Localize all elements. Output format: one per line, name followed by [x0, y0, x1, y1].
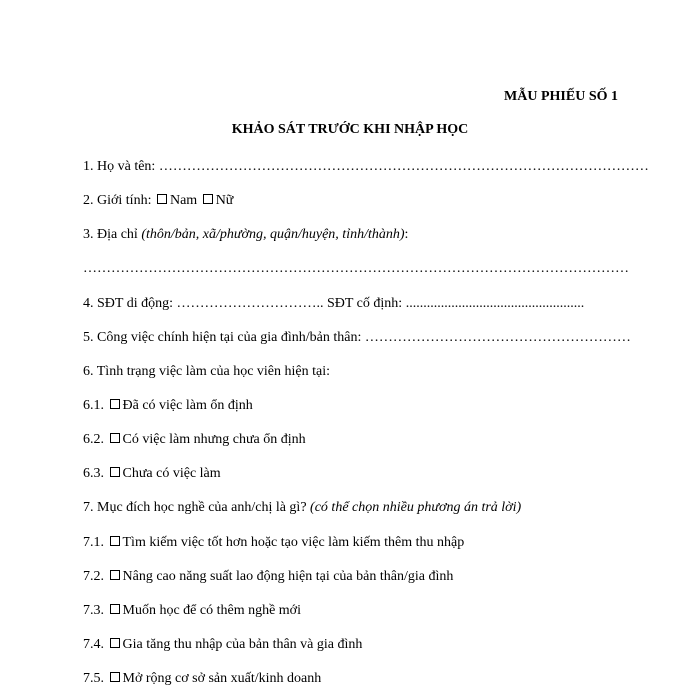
q7-option-checkbox[interactable]: [110, 672, 120, 682]
q6-question: 6. Tình trạng việc làm của học viên hiện tại:: [83, 364, 330, 379]
q7-option-number: 7.2.: [83, 569, 108, 584]
job-dots: …………………………………………………: [364, 330, 631, 345]
q6-option: [83, 465, 221, 483]
gender-male-label: Nam: [169, 193, 198, 208]
q6-option-number: 6.2.: [83, 432, 108, 447]
q7-question-line: [83, 499, 521, 517]
q7-option: [83, 636, 362, 654]
address-label-line: [83, 226, 408, 244]
q7-option-checkbox[interactable]: [110, 604, 120, 614]
q7-option: [83, 670, 321, 688]
q7-option-number: 7.3.: [83, 603, 108, 618]
q6-option-number: 6.1.: [83, 398, 108, 413]
q7-option-checkbox[interactable]: [110, 570, 120, 580]
q7-hint: (có thể chọn nhiều phương án trả lời): [310, 500, 522, 515]
name-dots: ……………………………………………………………………………………………: [158, 159, 649, 174]
mobile-label: 4. SĐT di động:: [83, 296, 177, 311]
q7-option-label: Muốn học để có thêm nghề mới: [122, 603, 301, 618]
q7-option-label: Tìm kiếm việc tốt hơn hoặc tạo việc làm kiếm thêm thu nhập: [122, 535, 465, 550]
form-code: MẪU PHIẾU SỐ 1: [504, 89, 618, 104]
q7-option-number: 7.4.: [83, 637, 108, 652]
address-dots: ………………………………………………………………………………………………………: [83, 261, 629, 276]
form-title: KHẢO SÁT TRƯỚC KHI NHẬP HỌC: [231, 122, 469, 137]
q7-option-label: Nâng cao năng suất lao động hiện tại của bản thân/gia đình: [122, 569, 454, 584]
q6-option: [83, 397, 253, 415]
q6-option-checkbox[interactable]: [110, 467, 120, 477]
q7-option-label: Mở rộng cơ sở sản xuất/kinh doanh: [122, 671, 322, 686]
gender-female-label: Nữ: [215, 193, 234, 208]
address-label: 3. Địa chỉ: [83, 227, 142, 242]
gender-field: [83, 192, 233, 210]
gender-male-checkbox[interactable]: [157, 194, 167, 204]
q6-option-checkbox[interactable]: [110, 399, 120, 409]
q7-option-number: 7.1.: [83, 535, 108, 550]
gender-label: 2. Giới tính:: [83, 193, 155, 208]
job-label: 5. Công việc chính hiện tại của gia đình/bản thân:: [83, 330, 365, 345]
q6-option-label: Có việc làm nhưng chưa ổn định: [122, 432, 306, 447]
q7-option-label: Gia tăng thu nhập của bản thân và gia đình: [122, 637, 363, 652]
mobile-dots: …………………………..: [176, 296, 327, 311]
address-hint: (thôn/bản, xã/phường, quận/huyện, tỉnh/thành): [141, 227, 405, 242]
name-label: 1. Họ và tên:: [83, 159, 159, 174]
q6-option-label: Đã có việc làm ổn định: [122, 398, 253, 413]
q6-option: [83, 431, 306, 449]
q7-option: [83, 568, 453, 586]
q7-option: [83, 602, 301, 620]
q7-option-checkbox[interactable]: [110, 536, 120, 546]
q7-option-checkbox[interactable]: [110, 638, 120, 648]
q7-option: [83, 534, 464, 552]
address-field[interactable]: [83, 260, 629, 278]
q6-option-number: 6.3.: [83, 466, 108, 481]
phone-fields[interactable]: [83, 295, 584, 313]
name-field[interactable]: [83, 158, 649, 176]
q7-option-number: 7.5.: [83, 671, 108, 686]
address-colon: :: [404, 227, 409, 242]
landline-dots: ...................................................: [405, 296, 585, 311]
q7-question: 7. Mục đích học nghề của anh/chị là gì?: [83, 500, 311, 515]
q6-option-checkbox[interactable]: [110, 433, 120, 443]
job-field[interactable]: [83, 329, 631, 347]
gender-female-checkbox[interactable]: [203, 194, 213, 204]
q6-option-label: Chưa có việc làm: [122, 466, 221, 481]
landline-label: SĐT cố định:: [326, 296, 406, 311]
